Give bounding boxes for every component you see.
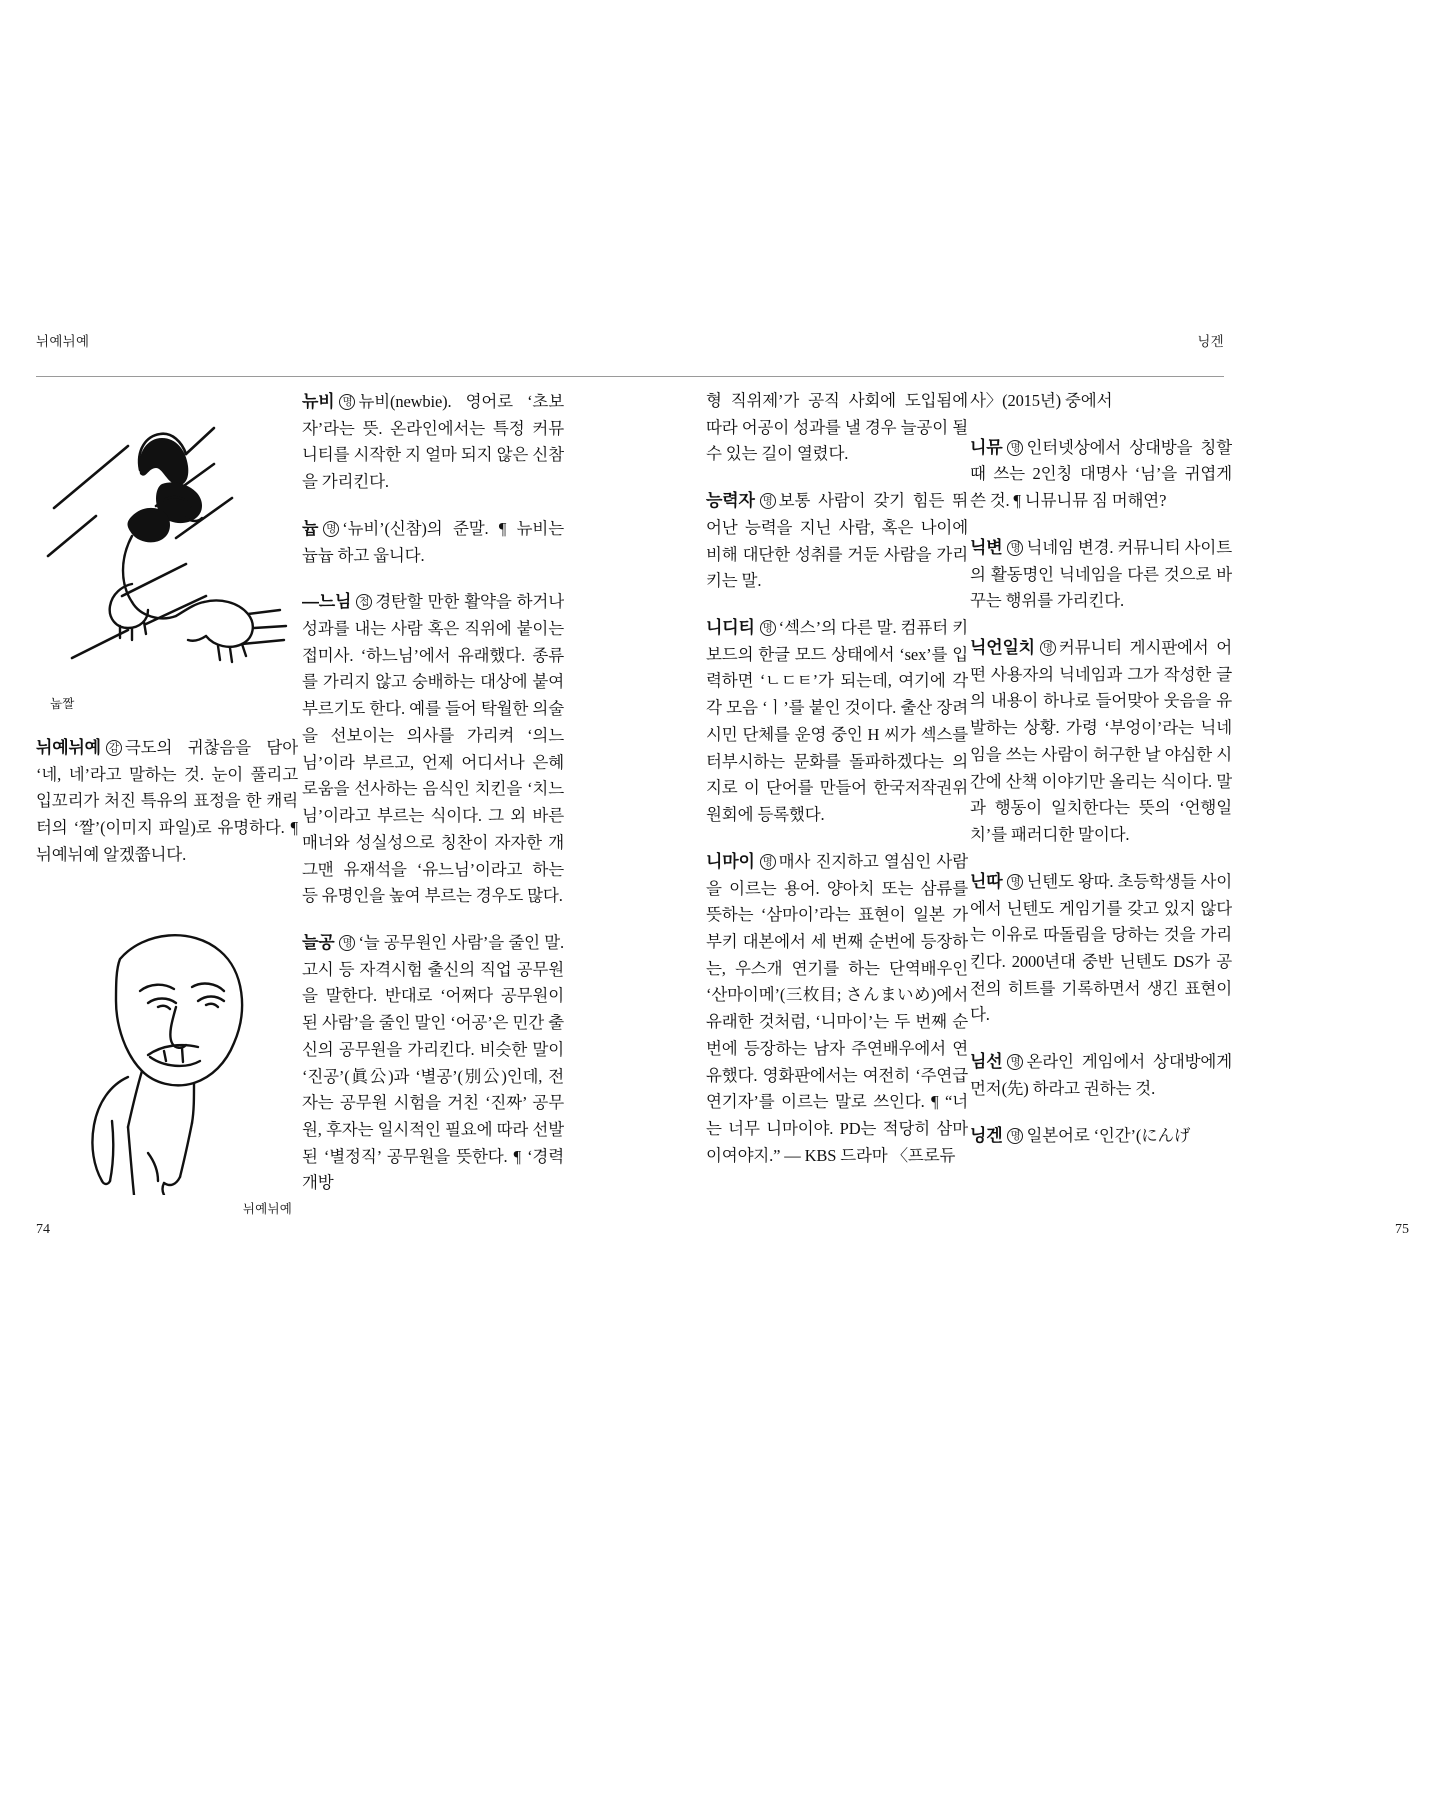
entry-nuiye-nuiye <box>36 734 298 869</box>
headword: 뉘예뉘예 <box>36 738 101 757</box>
entry-neulgong <box>302 929 564 1197</box>
headword: 니마이 <box>706 851 755 871</box>
headword: 능력자 <box>706 491 755 511</box>
definition-text: ‘섹스’의 다른 말. 컴퓨터 키보드의 한글 모드 상태에서 ‘sex’를 입력하면 ‘ㄴㄷㅌ’가 되는데, 여기에 각각 모음 ‘ㅣ’를 붙인 것이다. 출산 장려 시민 단체를 운영 중인 H 씨가 섹스를 터부시하는 문화를 돌파하겠다는 의지로 이 단어를 만들어 한국저작권위원회에 등록했다. <box>706 618 968 825</box>
column-1 <box>36 388 298 1218</box>
part-of-speech-badge: 명 <box>339 394 355 410</box>
running-head-left: 뉘예뉘예 <box>36 334 90 349</box>
headword: 늘공 <box>302 932 335 952</box>
column-grid <box>36 388 1232 1218</box>
headword: 닌따 <box>970 871 1003 891</box>
definition-text: 일본어로 ‘인간’(にんげ <box>1026 1125 1191 1145</box>
definition-text: 커뮤니티 게시판에서 어떤 사용자의 닉네임과 그가 작성한 글의 내용이 하나로 들어맞아 웃음을 유발하는 상황. 가령 ‘부엉이’라는 닉네임을 쓰는 사람이 허구한 날 야심한 시간에 산책 이야기만 올리는 식이다. 말과 행동이 일치한다는 뜻의 ‘언행일치’를 패러디한 말이다. <box>970 638 1232 845</box>
part-of-speech-badge: 명 <box>1007 540 1023 556</box>
definition-text: 뉴비(newbie). 영어로 ‘초보자’라는 뜻. 온라인에서는 특정 커뮤니티를 시작한 지 얼마 되지 않은 신참을 가리킨다. <box>302 392 564 492</box>
part-of-speech-badge: 명 <box>760 854 776 870</box>
droopy-face-illustration <box>36 895 298 1195</box>
definition-text: 인터넷상에서 상대방을 칭할 때 쓰는 2인칭 대명사 ‘님’을 귀엽게 쓴 것. ¶ 니뮤니뮤 짐 머해연? <box>970 437 1232 511</box>
figure-caption-sleeping-dog: 눕짤 <box>50 697 75 711</box>
entry-newbie <box>302 388 564 496</box>
definition-text: ‘늘 공무원인 사람’을 줄인 말. 고시 등 자격시험 출신의 직업 공무원을 말한다. 반대로 ‘어쩌다 공무원이 된 사람’을 줄인 말인 ‘어공’은 민간 출신의 공무원을 가리킨다. 비슷한 말이 ‘진공’(眞公)과 ‘별공’(別公)인데, 전자는 공무원 시험을 거친 ‘진짜’ 공무원, 후자는 일시적인 필요에 따라 선발된 ‘별정직’ 공무원을 뜻한다. ¶ ‘경력 개방 <box>302 932 564 1193</box>
column-4 <box>970 388 1232 1218</box>
entry-niditi <box>706 614 968 829</box>
part-of-speech-badge: 명 <box>323 521 339 537</box>
headword: 닝겐 <box>970 1125 1003 1145</box>
folio-left: 74 <box>36 1222 50 1237</box>
sleeping-dog-illustration <box>36 388 298 688</box>
folio-right: 75 <box>1395 1222 1409 1237</box>
column-3 <box>706 388 968 1218</box>
definition-text: 보통 사람이 갖기 힘든 뛰어난 능력을 지닌 사람, 혹은 나이에 비해 대단한 성취를 거둔 사람을 가리키는 말. <box>706 491 968 591</box>
definition-text: ‘뉴비’(신참)의 준말. ¶ 뉴비는 늅늅 하고 웁니다. <box>302 518 564 565</box>
entry-nimseon <box>970 1048 1232 1102</box>
figure-caption-nuiye-face: 뉘예뉘예 <box>242 1201 292 1216</box>
entry-nimai <box>706 848 968 1170</box>
definition-text: 닉네임 변경. 커뮤니티 사이트의 활동명인 닉네임을 다른 것으로 바꾸는 행위를 가리킨다. <box>970 537 1232 611</box>
definition-text: 극도의 귀찮음을 담아 ‘네, 네’라고 말하는 것. 눈이 풀리고 입꼬리가 처진 특유의 표정을 한 캐릭터의 ‘짤’(이미지 파일)로 유명하다. ¶ 뉘예뉘예 알겠쭙니다. <box>36 738 298 864</box>
entry-neungryeokja <box>706 487 968 595</box>
figure-sleeping-dog <box>36 388 298 712</box>
part-of-speech-badge: 명 <box>1007 874 1023 890</box>
part-of-speech-badge: 접 <box>356 594 372 610</box>
entry-nikbyeon <box>970 534 1232 615</box>
entry-ningen <box>970 1122 1232 1150</box>
headword: —느님 <box>302 592 352 612</box>
part-of-speech-badge: 명 <box>760 493 776 509</box>
definition-text: 경탄할 만한 활약을 하거나 성과를 내는 사람 혹은 직위에 붙이는 접미사. ‘하느님’에서 유래했다. 종류를 가리지 않고 숭배하는 대상에 붙여 부르기도 한다. 예를 들어 탁월한 의술을 선보이는 의사를 가리켜 ‘의느님’이라 부르고, 언제 어디서나 은혜로움을 선사하는 음식인 치킨을 ‘치느님’이라고 부르는 식이다. 그 외 바른 매너와 성실성으로 칭찬이 자자한 개그맨 유재석을 ‘유느님’이라고 하는 등 유명인을 높여 부르는 경우도 많다. <box>302 592 564 906</box>
entry-nikeonilchi <box>970 634 1232 849</box>
headword: 니뮤 <box>970 437 1003 457</box>
part-of-speech-badge: 명 <box>1040 640 1056 656</box>
headword: 님선 <box>970 1052 1003 1072</box>
entry-neunim <box>302 588 564 910</box>
part-of-speech-badge: 감 <box>106 740 122 756</box>
entry-nyup <box>302 515 564 569</box>
headword: 닉변 <box>970 537 1003 557</box>
headword: 늅 <box>302 518 319 538</box>
headword: 뉴비 <box>302 392 335 411</box>
entry-nintta <box>970 868 1232 1029</box>
definition-text: 닌텐도 왕따. 초등학생들 사이에서 닌텐도 게임기를 갖고 있지 않다는 이유로 따돌림을 당하는 것을 가리킨다. 2000년대 중반 닌텐도 DS가 공전의 히트를 기록하면서 생긴 표현이다. <box>970 871 1232 1025</box>
part-of-speech-badge: 명 <box>1007 1128 1023 1144</box>
part-of-speech-badge: 명 <box>339 935 355 951</box>
running-head-right: 닝겐 <box>1197 334 1224 349</box>
part-of-speech-badge: 명 <box>760 620 776 636</box>
definition-text: 온라인 게임에서 상대방에게 먼저(先) 하라고 권하는 것. <box>970 1052 1232 1098</box>
part-of-speech-badge: 명 <box>1007 1054 1023 1070</box>
header-rule <box>36 376 1224 377</box>
headword: 닉언일치 <box>970 638 1035 658</box>
book-spread <box>36 330 1232 1270</box>
entry-nimyu <box>970 434 1232 515</box>
continuation-nimai: 사〉(2015년) 중에서 <box>970 391 1113 410</box>
figure-nuiye-face <box>36 895 298 1217</box>
part-of-speech-badge: 명 <box>1007 440 1023 456</box>
continuation-neulgong: 형 직위제’가 공직 사회에 도입됨에 따라 어공이 성과를 낼 경우 늘공이 될 수 있는 길이 열렸다. <box>706 391 968 464</box>
column-2 <box>302 388 564 1218</box>
headword: 니디티 <box>706 618 755 638</box>
definition-text: 매사 진지하고 열심인 사람을 이르는 용어. 양아치 또는 삼류를 뜻하는 ‘삼마이’라는 표현이 일본 가부키 대본에서 세 번째 순번에 등장하는, 우스개 연기를 하는 단역배우인 ‘산마이메’(三枚目; さんまいめ)에서 유래한 것처럼, ‘니마이’는 두 번째 순번에 등장하는 남자 주연배우에서 연유했다. 영화판에서는 여전히 ‘주연급 연기자’를 이르는 말로 쓰인다. ¶ “너는 너무 니마이야. PD는 적당히 삼마이여야지.” — KBS 드라마 〈프로듀 <box>706 851 968 1165</box>
